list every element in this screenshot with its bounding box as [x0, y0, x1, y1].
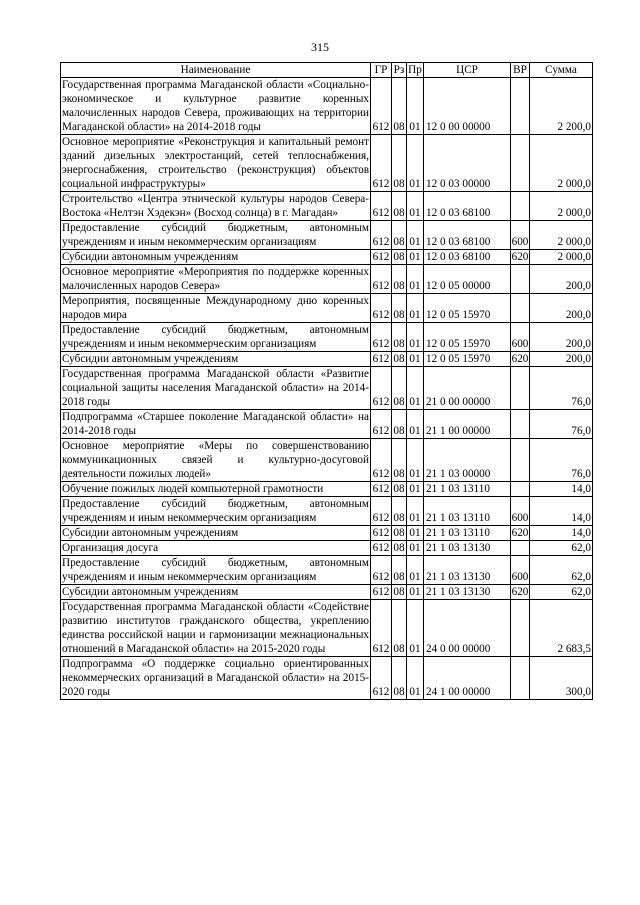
cell-sum: 62,0 [530, 585, 593, 600]
cell-name: Подпрограмма «Старшее поколение Магаданской области» на 2014-2018 годы [62, 411, 369, 437]
cell-sum: 14,0 [530, 482, 593, 497]
cell-name: Мероприятия, посвященные Международному дню коренных народов мира [62, 295, 369, 321]
cell-gr: 612 [371, 600, 392, 657]
cell-name: Государственная программа Магаданской области «Содействие развитию институтов гражданского общества, укреплению единства российской нации и гармонизации межнациональных отношений в Магаданской области» на 2015-2020 годы [62, 601, 369, 655]
cell-gr: 612 [371, 410, 392, 439]
cell-vr [511, 294, 530, 323]
cell-rz: 08 [393, 483, 405, 495]
cell-vr: 620 [511, 353, 529, 365]
cell-gr: 612 [371, 265, 392, 294]
cell-sum: 76,0 [530, 367, 593, 410]
table-row [61, 600, 593, 657]
cell-vr [511, 192, 530, 221]
cell-csr: 21 1 03 13130 [424, 541, 511, 556]
cell-name: Строительство «Центра этнической культуры народов Севера-Востока «Нелтэн Хэдекэн» (Восход солнца) в г. Магадан» [62, 193, 369, 219]
cell-rz: 08 [392, 556, 407, 585]
cell-vr [511, 78, 530, 135]
cell-vr [511, 135, 530, 192]
cell-pr: 01 [407, 265, 424, 294]
table-row [61, 323, 593, 352]
cell-csr: 21 1 03 13110 [424, 482, 511, 497]
cell-name: Субсидии автономным учреждениям [61, 585, 371, 600]
cell-rz: 08 [393, 542, 405, 554]
header-csr: ЦСР [424, 63, 511, 78]
cell-csr: 12 0 03 68100 [424, 192, 511, 221]
table-row [61, 78, 593, 135]
header-sum: Сумма [530, 63, 593, 78]
cell-vr [511, 600, 530, 657]
table-header-row [61, 63, 593, 78]
cell-vr [511, 541, 530, 556]
cell-sum: 200,0 [530, 352, 593, 367]
cell-csr: 12 0 05 15970 [424, 294, 511, 323]
cell-sum: 14,0 [530, 497, 593, 526]
cell-rz: 08 [392, 221, 407, 250]
cell-sum: 2 000,0 [530, 135, 593, 192]
cell-name: Субсидии автономным учреждениям [61, 352, 371, 367]
cell-csr: 21 1 03 13130 [424, 585, 511, 600]
cell-pr: 01 [407, 585, 424, 600]
cell-gr: 612 [371, 657, 392, 700]
cell-rz: 08 [392, 410, 407, 439]
cell-csr: 12 0 03 68100 [424, 221, 511, 250]
header-name: Наименование [61, 63, 371, 78]
cell-sum: 200,0 [530, 265, 593, 294]
cell-csr: 21 1 00 00000 [424, 410, 511, 439]
cell-rz: 08 [393, 353, 405, 365]
cell-sum: 200,0 [530, 294, 593, 323]
cell-csr: 12 0 03 68100 [424, 250, 511, 265]
cell-csr: 21 1 03 13110 [424, 526, 511, 541]
table-row [61, 192, 593, 221]
cell-gr: 612 [371, 221, 392, 250]
cell-gr: 612 [371, 482, 392, 497]
cell-name: Предоставление субсидий бюджетным, автономным учреждениям и иным некоммерческим организациям [62, 498, 369, 524]
cell-sum: 2 000,0 [530, 192, 593, 221]
cell-name: Предоставление субсидий бюджетным, автономным учреждениям и иным некоммерческим организациям [62, 557, 369, 583]
cell-name: Предоставление субсидий бюджетным, автономным учреждениям и иным некоммерческим организациям [62, 222, 369, 248]
cell-pr: 01 [407, 294, 424, 323]
cell-sum: 14,0 [530, 526, 593, 541]
cell-rz: 08 [392, 78, 407, 135]
cell-vr: 620 [511, 586, 529, 598]
cell-sum: 62,0 [530, 556, 593, 585]
cell-name: Субсидии автономным учреждениям [61, 250, 371, 265]
cell-rz: 08 [392, 135, 407, 192]
cell-rz: 08 [392, 192, 407, 221]
cell-gr: 612 [371, 556, 392, 585]
cell-csr: 21 0 00 00000 [424, 367, 511, 410]
table-row [61, 221, 593, 250]
cell-name: Основное мероприятие «Реконструкция и капитальный ремонт зданий дизельных электростанций, сетей теплоснабжения, энергоснабжения, строительство (реконструкция) объектов социальной инфраструктуры» [62, 136, 369, 190]
table-row [61, 556, 593, 585]
cell-rz: 08 [392, 657, 407, 700]
cell-pr: 01 [407, 410, 424, 439]
cell-pr: 01 [407, 78, 424, 135]
cell-rz: 08 [392, 294, 407, 323]
cell-gr: 612 [371, 497, 392, 526]
cell-name: Государственная программа Магаданской области «Развитие социальной защиты населения Магаданской области» на 2014-2018 годы [62, 368, 369, 408]
cell-name: Предоставление субсидий бюджетным, автономным учреждениям и иным некоммерческим организациям [62, 324, 369, 350]
cell-gr: 612 [371, 192, 392, 221]
cell-vr: 600 [511, 497, 530, 526]
cell-vr: 620 [511, 251, 529, 263]
cell-gr: 612 [371, 439, 392, 482]
cell-csr: 24 0 00 00000 [424, 600, 511, 657]
header-vr: ВР [511, 63, 530, 78]
cell-pr: 01 [407, 323, 424, 352]
cell-pr: 01 [407, 541, 424, 556]
table-row [61, 497, 593, 526]
cell-csr: 12 0 05 15970 [424, 352, 511, 367]
table-row [61, 410, 593, 439]
cell-vr [511, 657, 530, 700]
cell-rz: 08 [392, 265, 407, 294]
cell-sum: 76,0 [530, 410, 593, 439]
cell-gr: 612 [371, 135, 392, 192]
cell-csr: 24 1 00 00000 [424, 657, 511, 700]
cell-csr: 12 0 05 00000 [424, 265, 511, 294]
cell-vr [511, 482, 530, 497]
cell-rz: 08 [392, 367, 407, 410]
table-row [61, 657, 593, 700]
cell-pr: 01 [407, 135, 424, 192]
cell-sum: 2 000,0 [530, 221, 593, 250]
cell-csr: 12 0 03 00000 [424, 135, 511, 192]
header-gr: ГР [371, 63, 392, 78]
cell-rz: 08 [392, 497, 407, 526]
cell-vr [511, 367, 530, 410]
cell-pr: 01 [407, 482, 424, 497]
cell-rz: 08 [393, 251, 405, 263]
cell-rz: 08 [393, 586, 405, 598]
cell-vr: 600 [511, 556, 530, 585]
cell-name: Организация досуга [61, 541, 371, 556]
cell-csr: 21 1 03 13130 [424, 556, 511, 585]
cell-rz: 08 [392, 600, 407, 657]
cell-sum: 2 683,5 [530, 600, 593, 657]
cell-sum: 200,0 [530, 323, 593, 352]
cell-sum: 2 200,0 [530, 78, 593, 135]
header-pr: Пр [408, 64, 422, 76]
table-row [61, 585, 593, 600]
cell-vr [511, 439, 530, 482]
table-row [61, 250, 593, 265]
cell-rz: 08 [392, 323, 407, 352]
cell-pr: 01 [407, 556, 424, 585]
cell-pr: 01 [407, 526, 424, 541]
cell-name: Подпрограмма «О поддержке социально ориентированных некоммерческих организаций в Магаданской области» на 2015-2020 годы [62, 658, 369, 698]
table-row [61, 265, 593, 294]
cell-name: Основное мероприятие «Меры по совершенствованию коммуникационных связей и культурно-досуговой деятельности пожилых людей» [62, 440, 369, 480]
cell-gr: 612 [371, 323, 392, 352]
table-row [61, 135, 593, 192]
cell-name: Обучение пожилых людей компьютерной грамотности [61, 482, 371, 497]
cell-name: Основное мероприятие «Мероприятия по поддержке коренных малочисленных народов Севера» [62, 266, 369, 292]
table-row [61, 482, 593, 497]
table-row [61, 367, 593, 410]
cell-vr [511, 265, 530, 294]
cell-vr: 600 [511, 323, 530, 352]
cell-pr: 01 [407, 192, 424, 221]
table-body [61, 78, 593, 700]
header-rz: Рз [392, 63, 407, 78]
cell-pr: 01 [407, 352, 424, 367]
cell-rz: 08 [393, 527, 405, 539]
cell-vr: 620 [511, 527, 529, 539]
cell-gr: 612 [371, 250, 392, 265]
cell-gr: 612 [371, 367, 392, 410]
cell-gr: 612 [371, 526, 392, 541]
cell-gr: 612 [371, 78, 392, 135]
cell-csr: 12 0 00 00000 [424, 78, 511, 135]
cell-sum: 62,0 [530, 541, 593, 556]
cell-pr: 01 [407, 221, 424, 250]
cell-gr: 612 [371, 541, 392, 556]
cell-pr: 01 [407, 439, 424, 482]
cell-csr: 12 0 05 15970 [424, 323, 511, 352]
cell-gr: 612 [371, 352, 392, 367]
cell-vr [511, 410, 530, 439]
cell-sum: 300,0 [530, 657, 593, 700]
cell-gr: 612 [371, 585, 392, 600]
cell-gr: 612 [371, 294, 392, 323]
table-row [61, 352, 593, 367]
cell-pr: 01 [407, 250, 424, 265]
cell-rz: 08 [392, 439, 407, 482]
cell-csr: 21 1 03 00000 [424, 439, 511, 482]
budget-table [60, 62, 593, 700]
cell-name: Государственная программа Магаданской области «Социально-экономическое и культурное развитие коренных малочисленных народов Севера, проживающих на территории Магаданской области» на 2014-2018 годы [62, 79, 369, 133]
table-row [61, 541, 593, 556]
cell-name: Субсидии автономным учреждениям [61, 526, 371, 541]
cell-pr: 01 [407, 497, 424, 526]
page-number: 315 [311, 40, 329, 54]
cell-sum: 76,0 [530, 439, 593, 482]
table-row [61, 439, 593, 482]
cell-csr: 21 1 03 13110 [424, 497, 511, 526]
cell-pr: 01 [407, 657, 424, 700]
cell-pr: 01 [407, 600, 424, 657]
cell-vr: 600 [511, 221, 530, 250]
cell-sum: 2 000,0 [530, 250, 593, 265]
cell-pr: 01 [407, 367, 424, 410]
table-row [61, 294, 593, 323]
table-row [61, 526, 593, 541]
